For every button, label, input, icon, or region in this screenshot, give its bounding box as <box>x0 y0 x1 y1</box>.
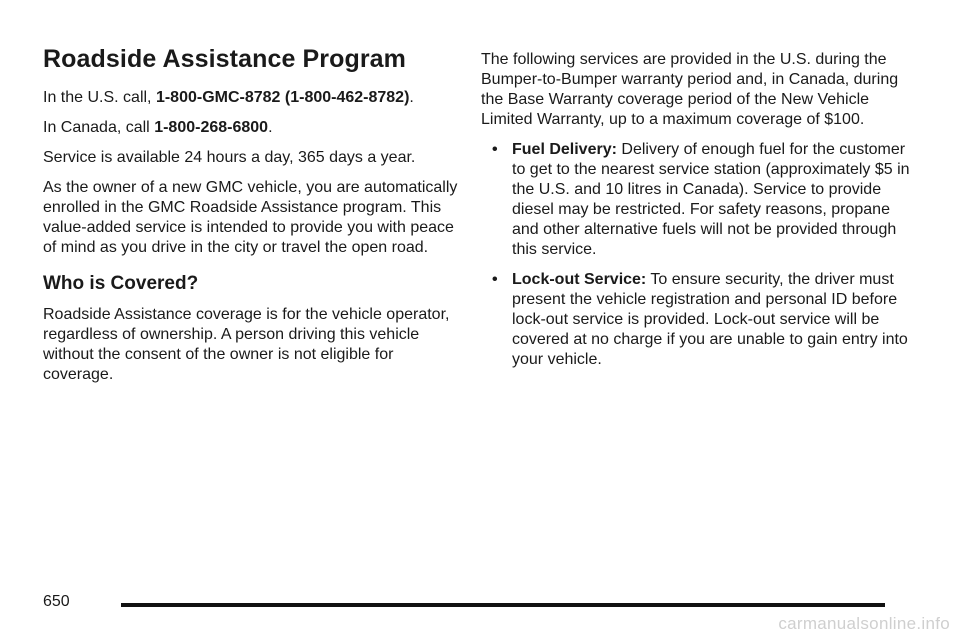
list-item <box>481 140 911 260</box>
us-call-suffix: . <box>409 89 414 106</box>
service-label: Fuel Delivery: <box>512 141 617 158</box>
left-column <box>43 44 463 395</box>
owner-paragraph: As the owner of a new GMC vehicle, you are automatically enrolled in the GMC Roadside Assistance program. This value-added service is intended to provide you with peace of mind as you drive in the city or travel the open road. <box>43 179 458 256</box>
footer-rule <box>121 603 885 607</box>
page-footer <box>43 592 888 612</box>
covered-paragraph: Roadside Assistance coverage is for the vehicle operator, regardless of ownership. A person driving this vehicle without the consent of the owner is not eligible for coverage. <box>43 306 450 383</box>
watermark: carmanualsonline.info <box>778 614 950 633</box>
services-intro: The following services are provided in the U.S. during the Bumper-to-Bumper warranty period and, in Canada, during the Base Warranty coverage period of the New Vehicle Limited Warranty, up to a maximum coverage of $100. <box>481 51 899 128</box>
canada-call-prefix: In Canada, call <box>43 119 155 136</box>
service-text: To ensure security, the driver must present the vehicle registration and personal ID before lock-out service is provided. Lock-out service will be covered at no charge if you are unable to gain entry into your vehicle. <box>512 271 908 368</box>
page-title: Roadside Assistance Program <box>43 45 407 73</box>
bullet-icon: • <box>492 141 498 158</box>
canada-call-suffix: . <box>268 119 273 136</box>
canada-phone-paragraph <box>43 118 463 138</box>
list-item <box>481 270 911 370</box>
page-number: 650 <box>43 593 70 610</box>
covered-heading: Who is Covered? <box>43 273 199 294</box>
right-column <box>481 50 911 380</box>
bullet-icon: • <box>492 271 498 288</box>
service-label: Lock-out Service: <box>512 271 647 288</box>
us-call-prefix: In the U.S. call, <box>43 89 156 106</box>
us-phone-paragraph <box>43 88 463 108</box>
services-list <box>481 140 911 370</box>
service-text: Delivery of enough fuel for the customer to get to the nearest service station (approximately $5 in the U.S. and 10 litres in Canada). Service to provide diesel may be restricted. For safety reasons, propane and other alternative fuels will not be provided through this service. <box>512 141 910 258</box>
availability-paragraph: Service is available 24 hours a day, 365 days a year. <box>43 149 416 166</box>
us-phone-number: 1-800-GMC-8782 (1-800-462-8782) <box>155 89 410 106</box>
canada-phone-number: 1-800-268-6800 <box>154 119 269 136</box>
